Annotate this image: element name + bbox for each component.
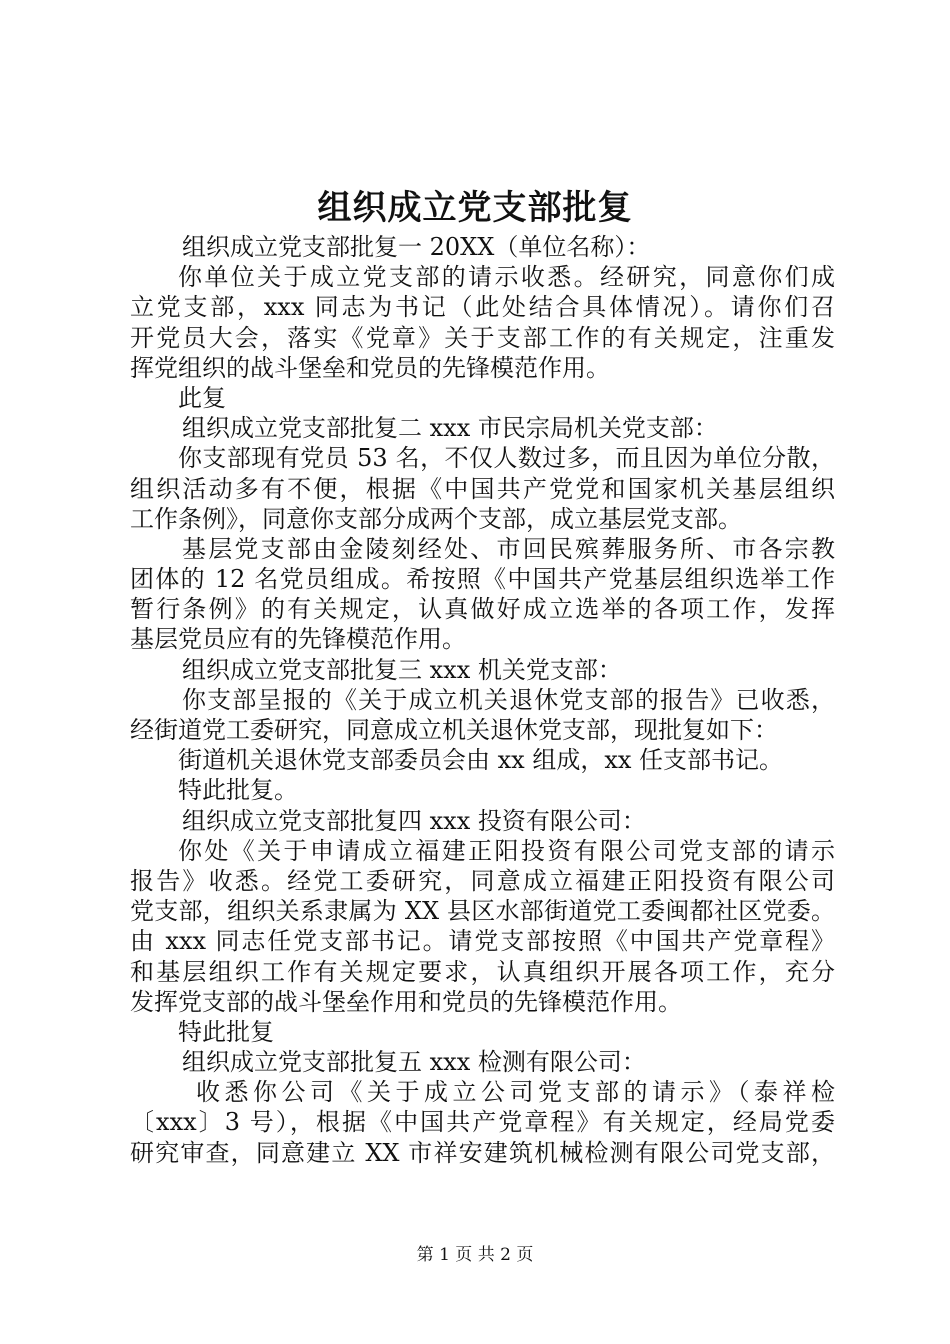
body-line: 发挥党支部的战斗堡垒作用和党员的先锋模范作用。 (130, 987, 682, 1016)
body-line: 经街道党工委研究，同意成立机关退休党支部，现批复如下： (130, 716, 778, 744)
body-line: 你处《关于申请成立福建正阳投资有限公司党支部的请示 (178, 836, 835, 865)
body-line: 基层党支部由金陵刻经处、市回民殡葬服务所、市各宗教 (182, 534, 835, 563)
body-line: 你支部现有党员 53 名，不仅人数过多，而且因为单位分散， (178, 444, 835, 473)
body-line: 收悉你公司《关于成立公司党支部的请示》（泰祥检 (196, 1078, 835, 1107)
body-line: 报告》收悉。经党工委研究，同意成立福建正阳投资有限公司 (130, 866, 835, 895)
closing-line: 此复 (178, 383, 226, 412)
body-line: 暂行条例》的有关规定，认真做好成立选举的各项工作，发挥 (130, 595, 835, 624)
heading-line: 组织成立党支部批复一 20XX（单位名称）： (182, 233, 651, 261)
page-number: 第 1 页 共 2 页 (416, 1245, 534, 1265)
body-line: 开党员大会，落实《党章》关于支部工作的有关规定，注重发 (130, 323, 835, 352)
body-line: 〔xxx〕3 号），根据《中国共产党章程》有关规定，经局党委 (130, 1108, 835, 1137)
closing-line: 特此批复 (178, 1017, 274, 1046)
heading-line: 组织成立党支部批复四 xxx 投资有限公司： (182, 806, 646, 835)
body-line: 立党支部，xxx 同志为书记（此处结合具体情况）。请你们召 (130, 293, 835, 322)
body-line: 街道机关退休党支部委员会由 xx 组成，xx 任支部书记。 (178, 746, 784, 775)
body-line: 和基层组织工作有关规定要求，认真组织开展各项工作，充分 (130, 957, 835, 986)
heading-line: 组织成立党支部批复三 xxx 机关党支部： (182, 655, 622, 684)
body-line: 工作条例》，同意你支部分成两个支部，成立基层党支部。 (130, 504, 742, 533)
body-line: 由 xxx 同志任党支部书记。请党支部按照《中国共产党章程》 (130, 927, 835, 956)
document-body (130, 232, 835, 1168)
body-line: 基层党员应有的先锋模范作用。 (130, 625, 466, 654)
body-line: 党支部，组织关系隶属为 XX 县区水部街道党工委闽都社区党委。 (130, 897, 835, 926)
closing-line: 特此批复。 (178, 776, 298, 805)
document-title: 组织成立党支部批复 (317, 188, 633, 228)
heading-line: 组织成立党支部批复二 xxx 市民宗局机关党支部： (182, 414, 718, 443)
body-line: 研究审查，同意建立 XX 市祥安建筑机械检测有限公司党支部， (130, 1138, 835, 1167)
body-line: 挥党组织的战斗堡垒和党员的先锋模范作用。 (130, 353, 610, 382)
heading-line: 组织成立党支部批复五 xxx 检测有限公司： (182, 1048, 646, 1077)
body-line: 团体的 12 名党员组成。希按照《中国共产党基层组织选举工作 (130, 565, 835, 594)
body-line: 组织活动多有不便，根据《中国共产党党和国家机关基层组织 (130, 474, 835, 503)
body-line: 你支部呈报的《关于成立机关退休党支部的报告》已收悉， (182, 685, 835, 714)
body-line: 你单位关于成立党支部的请示收悉。经研究，同意你们成 (178, 263, 835, 292)
